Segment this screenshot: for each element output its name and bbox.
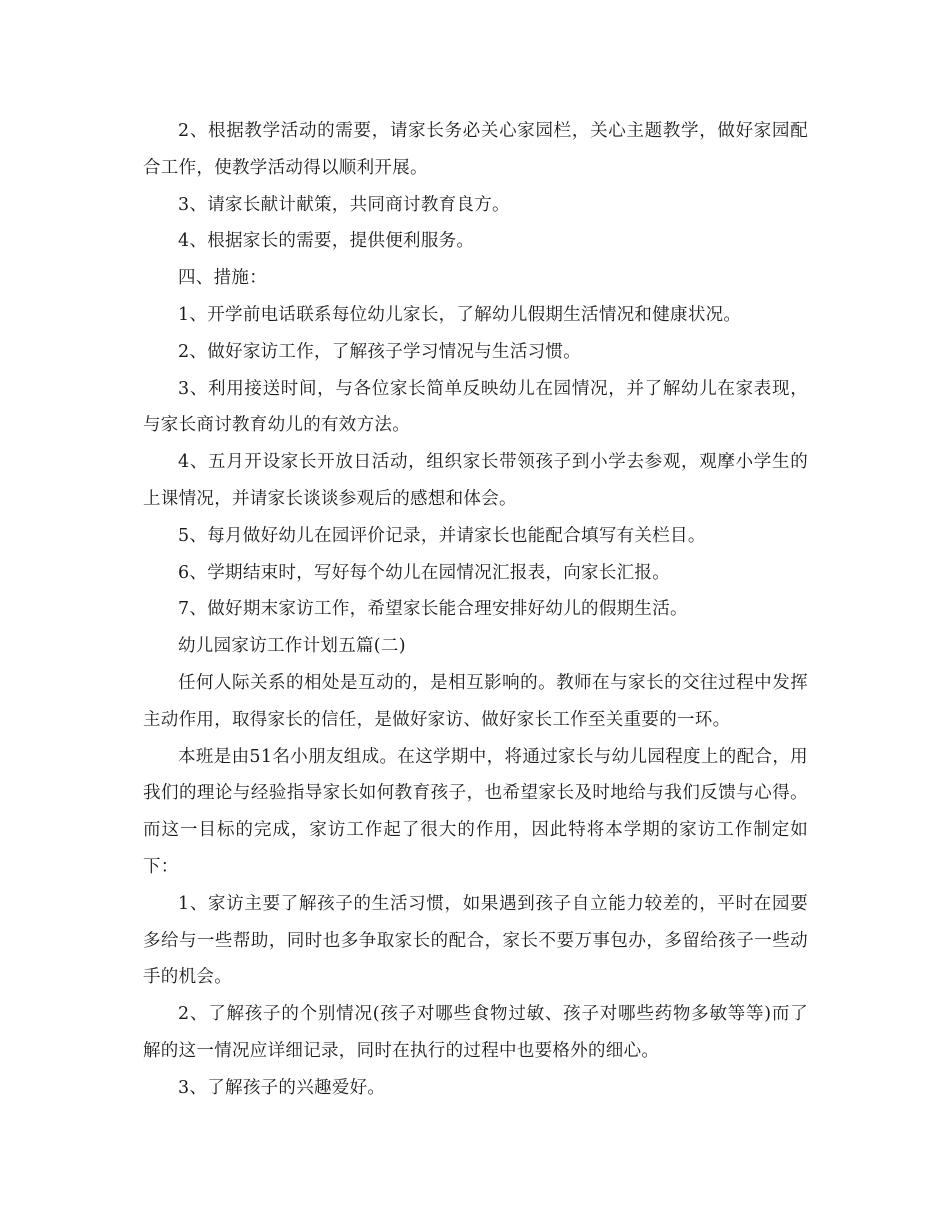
paragraph-item-4-services: 4、根据家长的需要，提供便利服务。 [178, 231, 475, 252]
paragraph-item-2-parent-attention: 2、根据教学活动的需要，请家长务必关心家园栏，关心主题教学，做好家园配合工作，使教学活动得以顺利开展。 [143, 121, 808, 178]
section-heading-measures: 四、措施： [178, 268, 267, 289]
section-title-part-two: 幼儿园家访工作计划五篇(二) [178, 636, 406, 657]
document-body [143, 113, 808, 1107]
paragraph-measure-7: 7、做好期末家访工作，希望家长能合理安排好幼儿的假期生活。 [178, 599, 688, 620]
paragraph-class-overview: 本班是由51名小朋友组成。在这学期中，将通过家长与幼儿园程度上的配合，用我们的理论与经验指导家长如何教育孩子，也希望家长及时地给与我们反馈与心得。而这一目标的完成，家访工作起了很大的作用，因此特将本学期的家访工作制定如下： [143, 746, 808, 877]
paragraph-visit-item-2: 2、了解孩子的个别情况(孩子对哪些食物过敏、孩子对哪些药物多敏等等)而了解的这一情况应详细记录，同时在执行的过程中也要格外的细心。 [143, 1004, 808, 1061]
paragraph-item-3-suggestions: 3、请家长献计献策，共同商讨教育良方。 [178, 194, 510, 215]
paragraph-intro-relationship: 任何人际关系的相处是互动的，是相互影响的。教师在与家长的交往过程中发挥主动作用，取得家长的信任，是做好家访、做好家长工作至关重要的一环。 [143, 672, 808, 730]
paragraph-measure-6: 6、学期结束时，写好每个幼儿在园情况汇报表，向家长汇报。 [178, 562, 671, 583]
paragraph-measure-5: 5、每月做好幼儿在园评价记录，并请家长也能配合填写有关栏目。 [178, 525, 706, 546]
paragraph-measure-4: 4、五月开设家长开放日活动，组织家长带领孩子到小学去参观，观摩小学生的上课情况，并请家长谈谈参观后的感想和体会。 [143, 452, 808, 509]
paragraph-visit-item-1: 1、家访主要了解孩子的生活习惯，如果遇到孩子自立能力较差的，平时在园要多给与一些帮助，同时也多争取家长的配合，家长不要万事包办，多留给孩子一些动手的机会。 [143, 893, 808, 988]
paragraph-visit-item-3: 3、了解孩子的兴趣爱好。 [178, 1077, 386, 1098]
paragraph-measure-1: 1、开学前电话联系每位幼儿家长，了解幼儿假期生活情况和健康状况。 [178, 304, 742, 325]
paragraph-measure-3: 3、利用接送时间，与各位家长简单反映幼儿在园情况，并了解幼儿在家表现，与家长商讨教育幼儿的有效方法。 [143, 378, 808, 436]
paragraph-measure-2: 2、做好家访工作，了解孩子学习情况与生活习惯。 [178, 341, 582, 362]
